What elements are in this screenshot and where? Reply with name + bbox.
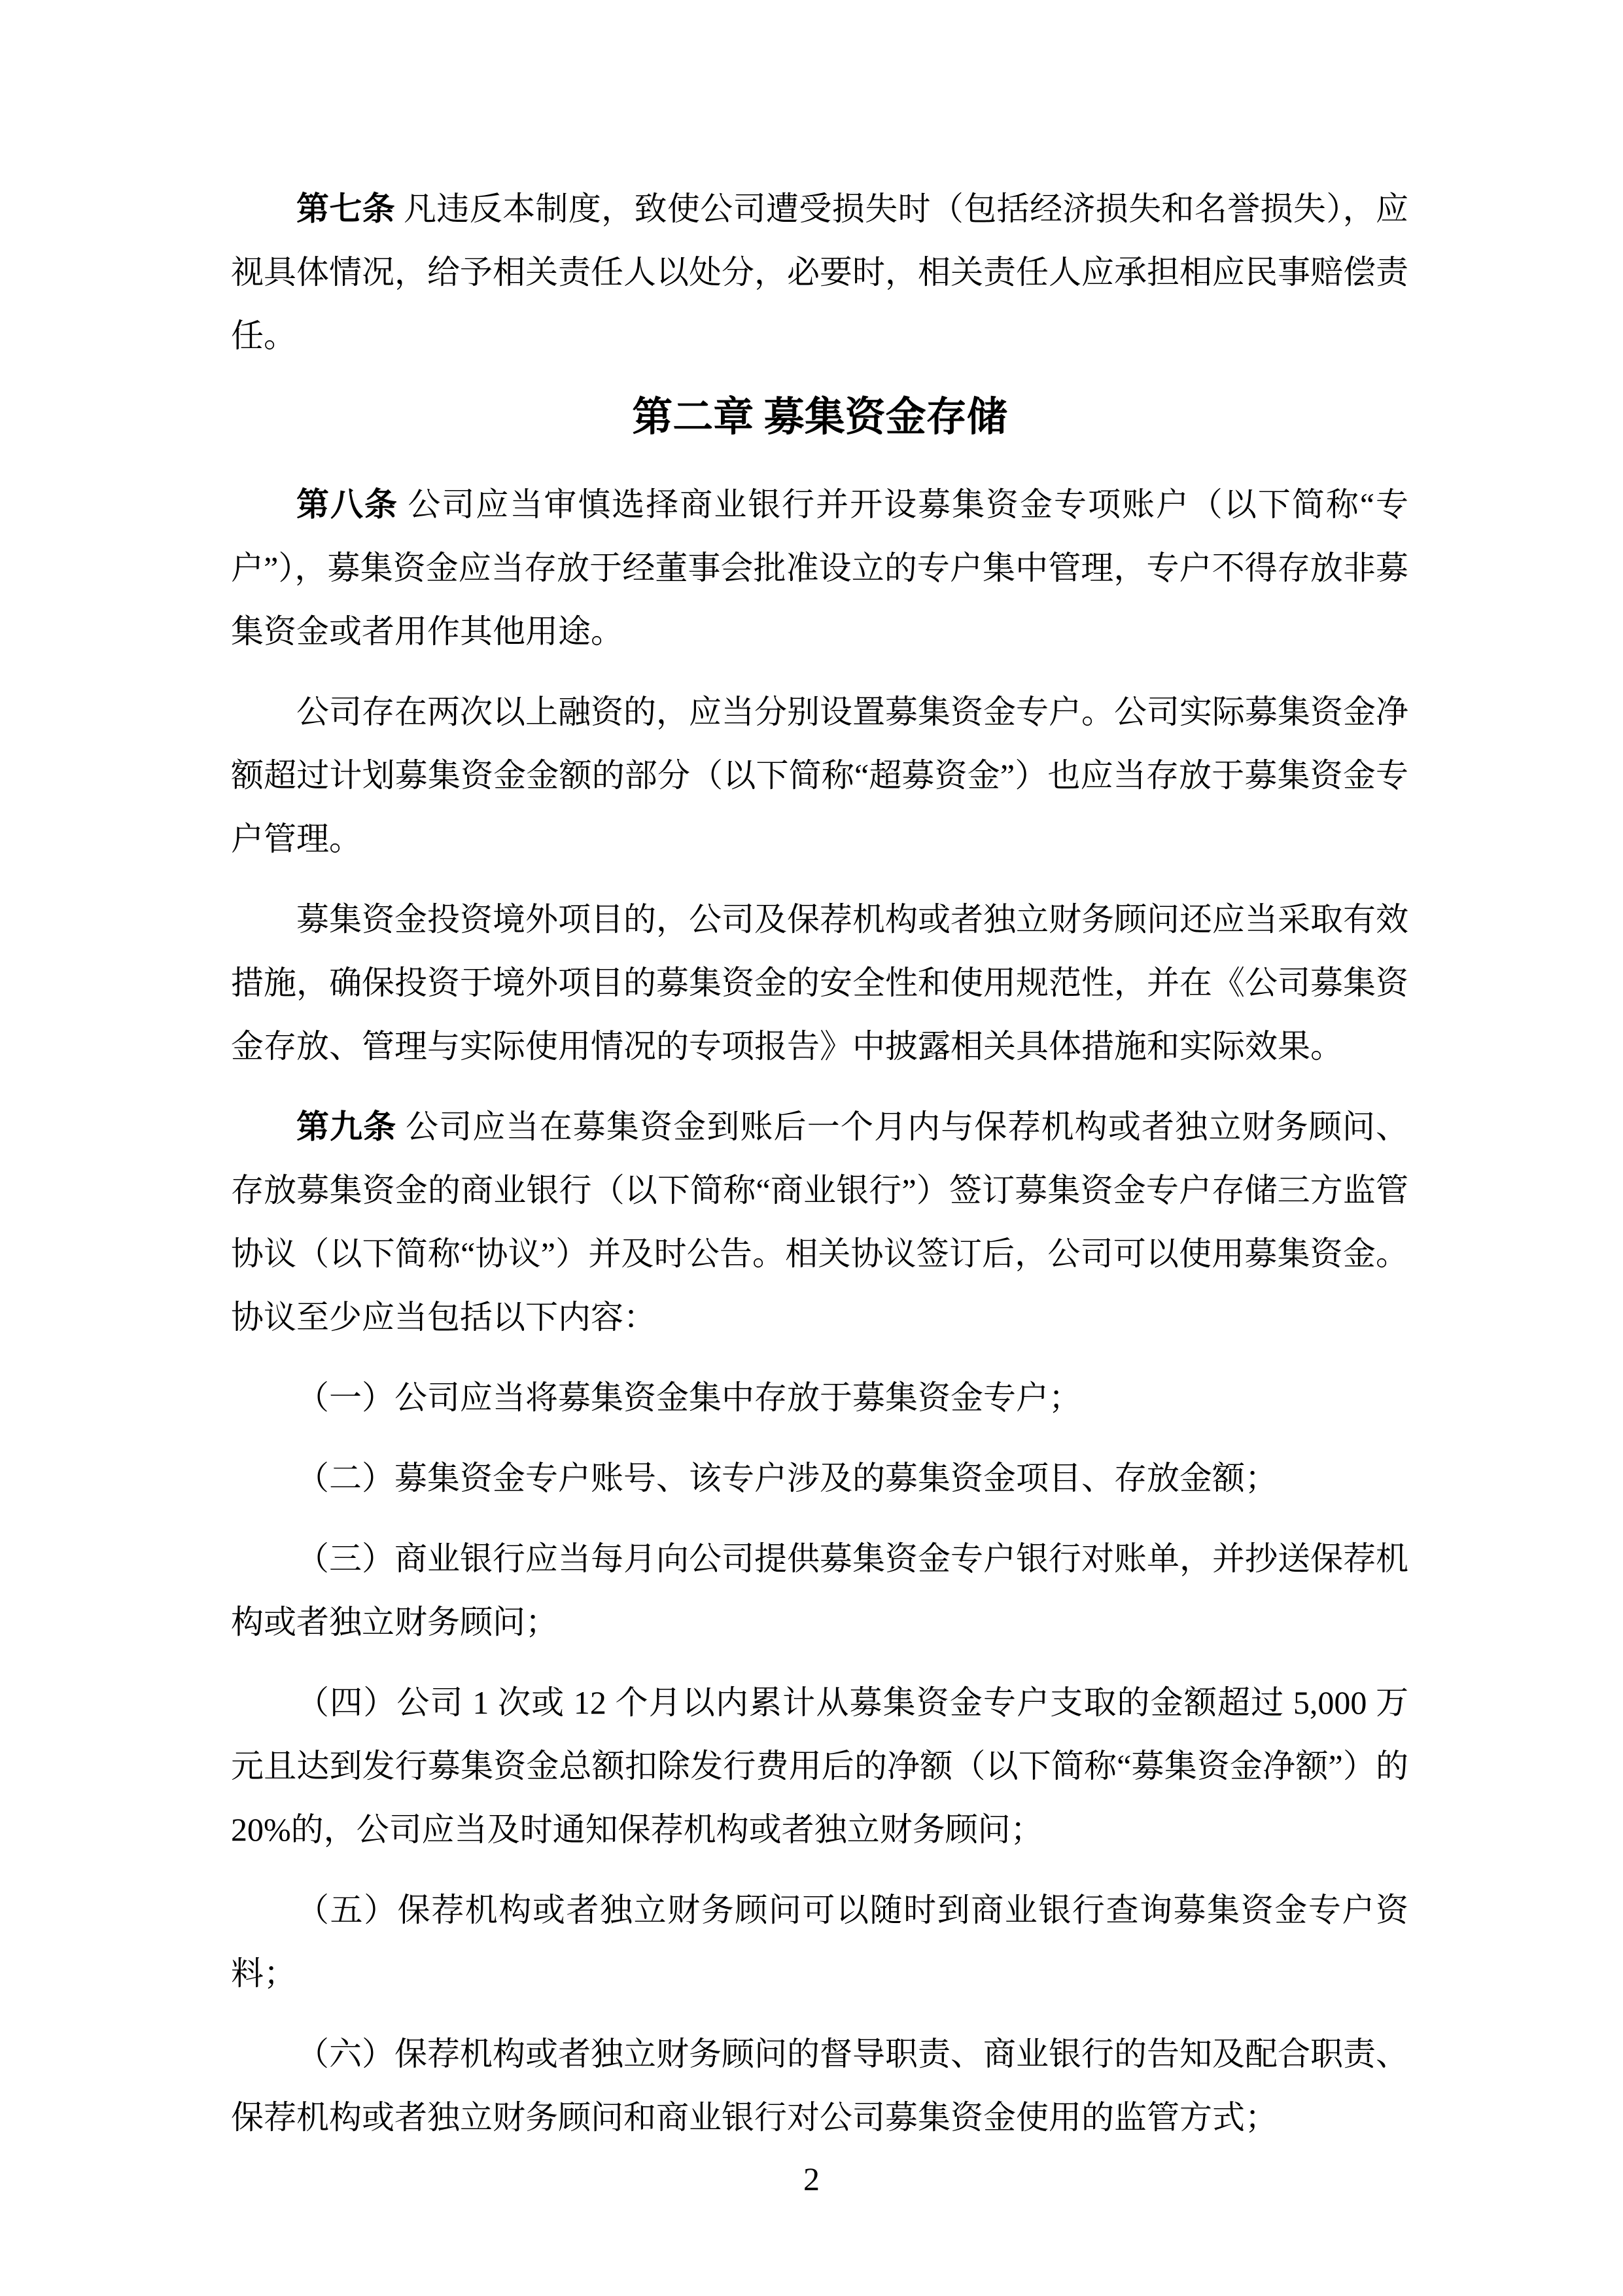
article-8-paragraph [231,473,1408,663]
article-9-label: 第九条 [296,1108,397,1145]
agreement-item-2: （二）募集资金专户账号、该专户涉及的募集资金项目、存放金额； [296,1460,1278,1496]
article-8-text: 公司应当审慎选择商业银行并开设募集资金专项账户（以下简称“专户”），募集资金应当存放于经董事会批准设立的专户集中管理，专户不得存放非募集资金或者用作其他用途。 [231,486,1408,650]
article-8-paragraph-3: 募集资金投资境外项目的，公司及保荐机构或者独立财务顾问还应当采取有效措施，确保投资于境外项目的募集资金的安全性和使用规范性，并在《公司募集资金存放、管理与实际使用情况的专项报告》中披露相关具体措施和实际效果。 [231,901,1408,1065]
agreement-item-4: （四）公司 1 次或 12 个月以内累计从募集资金专户支取的金额超过 5,000 万元且达到发行募集资金总额扣除发行费用后的净额（以下简称“募集资金净额”）的 20%的，公司应当及时通知保荐机构或者独立财务顾问； [231,1684,1408,1848]
article-7-paragraph [231,177,1408,368]
page-content [231,177,1408,2166]
page-number: 2 [803,2161,820,2197]
agreement-item-1: （一）公司应当将募集资金集中存放于募集资金专户； [296,1379,1081,1416]
article-8-label: 第八条 [296,486,398,523]
article-9-paragraph [231,1095,1408,1349]
article-9-text: 公司应当在募集资金到账后一个月内与保荐机构或者独立财务顾问、存放募集资金的商业银行（以下简称“商业银行”）签订募集资金专户存储三方监管协议（以下简称“协议”）并及时公告。相关协议签订后，公司可以使用募集资金。协议至少应当包括以下内容： [231,1108,1409,1335]
agreement-item-6: （六）保荐机构或者独立财务顾问的督导职责、商业银行的告知及配合职责、保荐机构或者独立财务顾问和商业银行对公司募集资金使用的监管方式； [231,2036,1408,2136]
chapter-2-heading: 第二章 募集资金存储 [632,395,1007,440]
article-7-label: 第七条 [296,190,396,227]
article-7-text: 凡违反本制度，致使公司遭受损失时（包括经济损失和名誉损失），应视具体情况，给予相关责任人以处分，必要时，相关责任人应承担相应民事赔偿责任。 [231,190,1409,354]
article-8-paragraph-2: 公司存在两次以上融资的，应当分别设置募集资金专户。公司实际募集资金净额超过计划募集资金金额的部分（以下简称“超募资金”）也应当存放于募集资金专户管理。 [231,694,1408,857]
agreement-item-3: （三）商业银行应当每月向公司提供募集资金专户银行对账单，并抄送保荐机构或者独立财务顾问； [231,1540,1408,1640]
agreement-item-5: （五）保荐机构或者独立财务顾问可以随时到商业银行查询募集资金专户资料； [231,1892,1408,1992]
